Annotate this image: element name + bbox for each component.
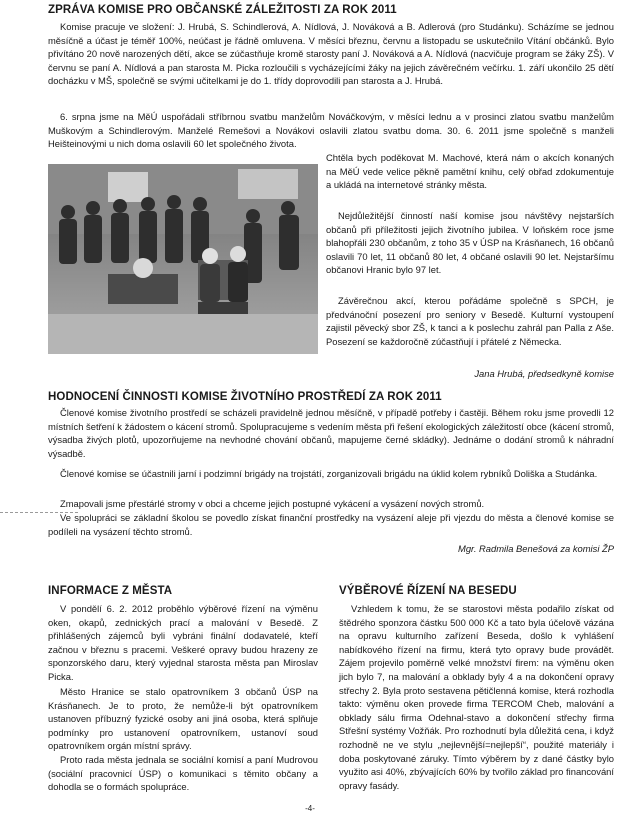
section4-paragraph-1: Vzhledem k tomu, že se starostovi města podařilo získat od štědrého sponzora částku 500 000 Kč a tato byla účelově vázána na opravu kulturního zařízení Beseda, došlo k vyhlášení nabídkového řízení na firmu, která tyto opravy bude provádět. Zájem projevilo poměrně velké množství firem: na výměnu oken jich bylo 7, na malování a obklady byly 4 a na dokončení opravy střechy 2. Byla proto sestavena pětičlenná komise, která rozhodla takto: výměnu oken provede firma TERCOM Cheb, malování a obklady sálu firma Odehnal-stavo a dokončení střechy firma Střešní systémy Vožňák. Pro rozhodnutí byla důležitá cena, i když rozhodně ne ve stylu „nejlevnější=nejlepší“, použité materiály i doba poskytované záruky. Tímto výběrem by z dané částky bylo využito asi 40%, zbývajících 60% by tvořilo základ pro financování opravy fasády. [339,603,614,791]
section4-heading: VÝBĚROVÉ ŘÍZENÍ NA BESEDU [339,585,517,597]
section2-paragraph-3: Zmapovali jsme přestárlé stromy v obci a chceme jejich postupné vykácení a vysázení nových stromů. [60,498,485,509]
ceremony-photo-image [48,164,318,354]
section2-paragraph-4: Ve spolupráci se základní školou se povedlo získat finanční prostředky na vysázení aleje při vjezdu do města a členové komise se podíleli na vysázení těchto stromů. [48,512,614,537]
section1-paragraph-5: Závěrečnou akcí, kterou pořádáme společně s SPCH, je předvánoční posezení pro seniory v Besedě. Kulturní vystoupení zajistil pěvecký sbor ZŠ, k tanci a k poslechu zahrál pan Palla z Aše. Posezení se každoročně zúčastňují i přátelé z Německa. [326,295,614,347]
section2-signature: Mgr. Radmila Benešová za komisi ŽP [458,543,614,554]
section1-paragraph-3: Chtěla bych poděkovat M. Machové, která nám o akcích konaných na MěÚ vede velice pěkně pamětní knihu, celý obřad zdokumentuje a ukládá na internetové stránky města. [326,152,614,191]
section1-paragraph-2: 6. srpna jsme na MěÚ uspořádali stříbrnou svatbu manželům Nováčkovým, v měsíci lednu a v prosinci zlatou svatbu manželům Muškovým a Schindlerovým. Manželé Remešovi a Novákovi oslavili zlatou svatbu doma. 30. 6. 2011 jsme společně s manželi Heišteinovými u nich doma oslavili 60 let společného života. [48,111,614,150]
section1-paragraph-1: Komise pracuje ve složení: J. Hrubá, S. Schindlerová, A. Nídlová, J. Nováková a B. Adlerová (pro Studánku). Scházíme se jednou měsíčně a účast je téměř 100%, neúčast je řádně omluvena. V měsíci březnu, červnu a listopadu se uskutečnilo Vítání občánků. Bylo přivítáno 20 nově narozených dětí, akce se zúčastňuje kromě starosty paní J. Nováková a A. Nídlová (nacvičuje program se žáky ZŠ). V červnu se paní A. Nídlová a pan starosta M. Picka rozloučili s vycházejícími žáky na jejich závěrečném večírku. 1. září ukončilo 25 dětí docházku v MŠ, společně se svými učitelkami je do 1. třídy doprovodili pan starosta a J. Hrubá. [48,21,614,87]
section1-paragraph-4: Nejdůležitější činností naší komise jsou návštěvy nejstarších občanů při příležitosti jejich životního jubilea. V loňském roce jsme blahopřáli 230 občanům, z toho 35 v ÚSP na Krásňanech, 16 občanů oslavili 70 let, 11 občanů 80 let, 4 občané oslavili 90 let. Nejstaršímu občanovi Hranic bylo 97 let. [326,210,614,276]
ceremony-photo [48,164,318,354]
section1-signature: Jana Hrubá, předsedkyně komise [474,368,614,379]
page-number: -4- [305,804,315,813]
section3-paragraph-3: Proto rada města jednala se sociální komisí a paní Mudrovou (sociální pracovnicí ÚSP) o komunikaci s těmito občany a dohodla se o formách spolupráce. [48,754,318,793]
section2-paragraph-1: Členové komise životního prostředí se scházeli pravidelně jednou měsíčně, v případě potřeby i častěji. Během roku jsme provedli 12 místních šetření k žádostem o kácení stromů. Spolupracujeme s vedením města při řešení ekologických záležitostí obce (kácení stromů, výsadba živých plotů, upozorňujeme na nevhodné chování občanů, mapujeme černé skládky). Jednáme o dodání stromů k náhradní výsadbě. [48,407,614,459]
section3-paragraph-2: Město Hranice se stalo opatrovníkem 3 občanů ÚSP na Krásňanech. Je to proto, že nemůže-li být opatrovníkem ustanoven příbuzný fyzické osoby ani jiná osoba, která splňuje podmínky pro ustanovení opatrovníkem, ustanoví soud opatrovníkem orgán místní správy. [48,686,318,752]
section3-heading: INFORMACE Z MĚSTA [48,585,173,597]
section3-paragraph-1: V pondělí 6. 2. 2012 proběhlo výběrové řízení na výměnu oken, okapů, zednických prací a malování v Besedě. Z přihlášených zájemců byli vybráni finální dodavatelé, kteří začnou v březnu s pracemi. Veškeré opravy budou hrazeny ze sponzorského daru, který vyjednal starosta města pan Miroslav Picka. [48,603,318,682]
section2-heading: HODNOCENÍ ČINNOSTI KOMISE ŽIVOTNÍHO PROSTŘEDÍ ZA ROK 2011 [48,391,442,403]
section1-heading: ZPRÁVA KOMISE PRO OBČANSKÉ ZÁLEŽITOSTI ZA ROK 2011 [48,4,397,16]
section2-paragraph-2: Členové komise se účastnili jarní i podzimní brigády na trojstátí, zorganizovali brigádu na úklid kolem rybníků Doliška a Studánka. [60,468,598,479]
